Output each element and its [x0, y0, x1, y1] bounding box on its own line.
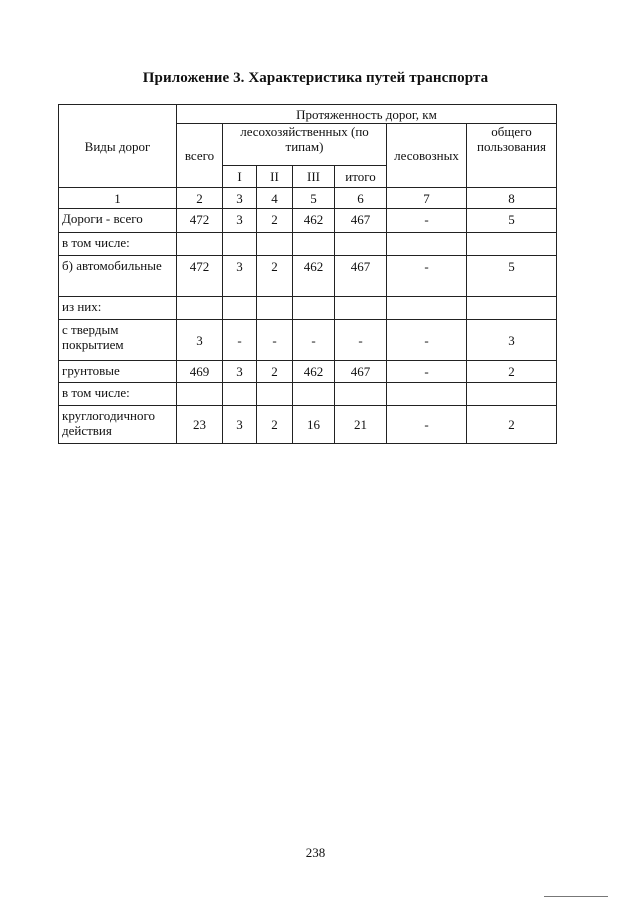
table-cell	[293, 297, 335, 320]
table-cell: -	[387, 209, 467, 233]
table-cell	[335, 297, 387, 320]
row-label: с твердым покрытием	[59, 320, 177, 361]
row-label: круглогодичного действия	[59, 406, 177, 444]
header-subtotal: итого	[335, 166, 387, 188]
table-cell: 472	[177, 209, 223, 233]
column-numbers	[59, 188, 557, 209]
table-cell: 467	[335, 209, 387, 233]
table-cell: 2	[467, 361, 557, 383]
page-number: 238	[305, 845, 326, 860]
table-cell: 2	[257, 209, 293, 233]
row-label: б) автомобильные	[59, 256, 177, 297]
table-cell	[335, 383, 387, 406]
header-length: Протяженность дорог, км	[177, 105, 557, 124]
row-label: из них:	[59, 297, 177, 320]
table-cell	[387, 383, 467, 406]
table-cell: 462	[293, 361, 335, 383]
table-cell: 23	[177, 406, 223, 444]
table-cell	[223, 233, 257, 256]
table-cell	[257, 233, 293, 256]
table-cell: -	[387, 320, 467, 361]
header-type-2: II	[257, 166, 293, 188]
roads-table	[58, 104, 557, 444]
table-cell	[257, 297, 293, 320]
table-cell: 3	[223, 256, 257, 297]
table-cell	[257, 383, 293, 406]
table-cell: 472	[177, 256, 223, 297]
header-type-1: I	[223, 166, 257, 188]
table-cell: -	[335, 320, 387, 361]
table-cell: 21	[335, 406, 387, 444]
row-label: в том числе:	[59, 233, 177, 256]
table-cell: 462	[293, 256, 335, 297]
table-cell: -	[293, 320, 335, 361]
table-cell: 2	[467, 406, 557, 444]
column-number: 1	[59, 188, 177, 209]
table-cell: 5	[467, 256, 557, 297]
table-row	[59, 383, 557, 406]
header-total: всего	[177, 124, 223, 188]
table-cell	[387, 233, 467, 256]
table-cell	[177, 383, 223, 406]
header-public: общего пользования	[467, 124, 557, 188]
table-cell: -	[257, 320, 293, 361]
header-logging: лесовозных	[387, 124, 467, 188]
table-cell: 2	[257, 361, 293, 383]
table-row	[59, 297, 557, 320]
table-row	[59, 209, 557, 233]
table-cell: 467	[335, 361, 387, 383]
column-number: 6	[335, 188, 387, 209]
table-cell	[387, 297, 467, 320]
column-number: 8	[467, 188, 557, 209]
table-cell: 16	[293, 406, 335, 444]
table-row	[59, 256, 557, 297]
column-number: 4	[257, 188, 293, 209]
header-forestry: лесохозяйственных (по типам)	[223, 124, 387, 166]
table-cell	[467, 233, 557, 256]
table-cell: 3	[223, 209, 257, 233]
table-cell: 3	[223, 406, 257, 444]
table-cell: 3	[177, 320, 223, 361]
column-number: 7	[387, 188, 467, 209]
table-cell: 467	[335, 256, 387, 297]
table-cell: 462	[293, 209, 335, 233]
table-cell: -	[387, 256, 467, 297]
footer-rule	[544, 896, 608, 897]
table-cell	[177, 297, 223, 320]
table-cell	[293, 233, 335, 256]
table-row	[59, 361, 557, 383]
table-row	[59, 233, 557, 256]
row-label: в том числе:	[59, 383, 177, 406]
table-cell: -	[387, 406, 467, 444]
table-cell	[223, 297, 257, 320]
table-cell: 3	[223, 361, 257, 383]
row-label: грунтовые	[59, 361, 177, 383]
column-number: 3	[223, 188, 257, 209]
header-type-3: III	[293, 166, 335, 188]
page-title: Приложение 3. Характеристика путей транспорта	[142, 70, 489, 86]
table-cell	[467, 383, 557, 406]
row-label: Дороги - всего	[59, 209, 177, 233]
table-cell: 5	[467, 209, 557, 233]
header-road-type: Виды дорог	[59, 105, 177, 188]
table-cell: 3	[467, 320, 557, 361]
table-cell	[335, 233, 387, 256]
table-cell: 2	[257, 256, 293, 297]
table-cell	[223, 383, 257, 406]
table-row	[59, 320, 557, 361]
table-cell	[467, 297, 557, 320]
table-body	[59, 209, 557, 444]
column-number: 2	[177, 188, 223, 209]
column-number-row	[59, 188, 557, 209]
table-row	[59, 406, 557, 444]
column-number: 5	[293, 188, 335, 209]
table-cell	[177, 233, 223, 256]
table-cell: 2	[257, 406, 293, 444]
table-cell: -	[387, 361, 467, 383]
table-cell	[293, 383, 335, 406]
table-cell: -	[223, 320, 257, 361]
table-cell: 469	[177, 361, 223, 383]
